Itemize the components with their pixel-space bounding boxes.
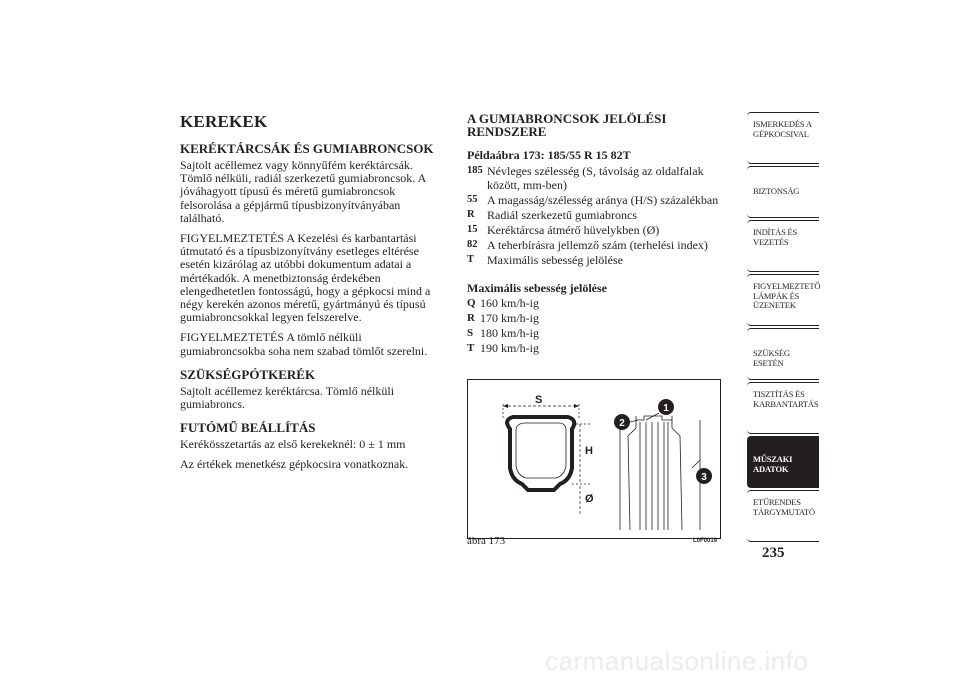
definition-row bbox=[467, 193, 727, 207]
watermark: carmanualsonline.info bbox=[545, 646, 809, 676]
tab-ismerkedes[interactable]: ISMERKEDÉS A GÉPKOCSIVAL bbox=[747, 112, 819, 164]
figure-code: L0F0019 bbox=[693, 538, 718, 544]
tyre-marking-title: A GUMIABRONCSOK JELÖLÉSI RENDSZERE bbox=[467, 111, 667, 139]
label-h: H bbox=[585, 445, 593, 457]
definition-row bbox=[467, 238, 727, 252]
speed-row bbox=[467, 341, 727, 356]
tab-biztonsag[interactable]: BIZTONSÁG bbox=[747, 166, 819, 218]
definition-key: R bbox=[467, 209, 475, 220]
speed-row bbox=[467, 326, 727, 341]
paragraph: Az értékek menetkész gépkocsira vonatkoznak. bbox=[180, 457, 409, 472]
tab-szukseg[interactable]: SZÜKSÉG ESETÉN bbox=[747, 328, 819, 380]
tab-inditas[interactable]: INDÍTÁS ÉS VEZETÉS bbox=[747, 220, 819, 272]
right-column bbox=[467, 112, 727, 356]
tyre-diagram bbox=[467, 379, 721, 539]
definition-key: 55 bbox=[467, 194, 478, 205]
definition-row bbox=[467, 253, 727, 267]
definition-key: 15 bbox=[467, 224, 478, 235]
warning-paragraph: FIGYELMEZTETÉS A tömlő nélküli gumiabroncsokba soha nem szabad tömlőt szerelni. bbox=[180, 330, 428, 358]
tyre-cross-section bbox=[507, 417, 574, 490]
left-column bbox=[180, 112, 445, 479]
speed-value: 180 km/h-ig bbox=[480, 326, 539, 340]
tread-side-view bbox=[620, 416, 700, 530]
definition-row bbox=[467, 164, 727, 192]
chapter-sidebar bbox=[747, 112, 819, 544]
paragraph: Kerékösszetartás az első kerekeknél: 0 ± 1 mm bbox=[180, 437, 406, 452]
tab-figyelmezteto[interactable]: FIGYELMEZTETŐ LÁMPÁK ÉS ÜZENETEK bbox=[747, 274, 819, 326]
tyre-diagram-svg bbox=[468, 380, 720, 538]
speed-value: 160 km/h-ig bbox=[480, 296, 539, 310]
definition-value: Keréktárcsa átmérő hüvelykben (Ø) bbox=[487, 223, 660, 237]
page-number: 235 bbox=[762, 545, 785, 561]
speed-row bbox=[467, 311, 727, 326]
definition-key: 82 bbox=[467, 239, 478, 250]
speed-rating-title: Maximális sebesség jelölése bbox=[467, 281, 607, 295]
definition-value: Névleges szélesség (S, távolság az oldalfalak között, mm-ben) bbox=[487, 164, 704, 192]
definition-key: T bbox=[467, 254, 475, 265]
callout-1: 1 bbox=[663, 403, 669, 414]
definition-row bbox=[467, 223, 727, 237]
subheading-spare-wheel: SZÜKSÉGPÓTKERÉK bbox=[180, 366, 316, 382]
figure-caption: ábra 173 bbox=[467, 535, 506, 547]
definition-key: 185 bbox=[467, 165, 483, 176]
example-heading: Példaábra 173: 185/55 R 15 82T bbox=[467, 148, 631, 162]
speed-key: S bbox=[467, 327, 474, 339]
subheading-alignment: FUTÓMŰ BEÁLLÍTÁS bbox=[180, 420, 316, 436]
speed-key: R bbox=[467, 312, 475, 324]
speed-row bbox=[467, 296, 727, 311]
tab-muszaki-adatok[interactable]: MŰSZAKI ADATOK bbox=[747, 436, 819, 488]
tab-tisztitas[interactable]: TISZTÍTÁS ÉS KARBANTARTÁS bbox=[747, 382, 819, 434]
definition-row bbox=[467, 208, 727, 222]
speed-key: Q bbox=[467, 297, 476, 309]
definition-value: A magasság/szélesség aránya (H/S) százalékban bbox=[487, 193, 719, 207]
callout-3: 3 bbox=[701, 472, 707, 483]
definition-value: Radiál szerkezetű gumiabroncs bbox=[487, 208, 637, 222]
speed-value: 190 km/h-ig bbox=[480, 341, 539, 355]
paragraph: Sajtolt acéllemez keréktárcsa. Tömlő nélküli gumiabroncs. bbox=[180, 383, 395, 412]
tab-targymutato[interactable]: ETŰRENDES TÁRGYMUTATÓ bbox=[747, 490, 819, 542]
speed-value: 170 km/h-ig bbox=[480, 311, 539, 325]
section-title: KEREKEK bbox=[180, 112, 268, 131]
label-s: S bbox=[535, 394, 543, 406]
warning-paragraph: FIGYELMEZTETÉS A Kezelési és karbantartási útmutató és a típusbizonyítvány esetleges eltérése esetén kizárólag az utóbbi dokumentum adatai a mértékadók. A menetbiztonság érdekében elengedhetetlen fontosságú, hogy a gépkocsi mind a négy kerekén azonos méretű, gyártmányú és típusú gumiabroncsokkal legyen felszerelve. bbox=[180, 231, 431, 325]
definition-value: A teherbírásra jellemző szám (terhelési index) bbox=[487, 238, 708, 252]
speed-key: T bbox=[467, 342, 475, 354]
label-diameter: Ø bbox=[585, 493, 594, 505]
paragraph: Sajtolt acéllemez vagy könnyűfém keréktárcsák. Tömlő nélküli, radiál szerkezetű gumiabroncsok. A jóváhagyott típusú és méretű gumiabroncsok felsorolása a gépjármű típusbizonyítványában található. bbox=[180, 158, 426, 225]
subheading-wheels-tyres: KERÉKTÁRCSÁK ÉS GUMIABRONCSOK bbox=[180, 141, 434, 156]
tyre-inner bbox=[516, 423, 566, 478]
callout-2: 2 bbox=[619, 418, 625, 429]
definition-value: Maximális sebesség jelölése bbox=[487, 253, 623, 267]
